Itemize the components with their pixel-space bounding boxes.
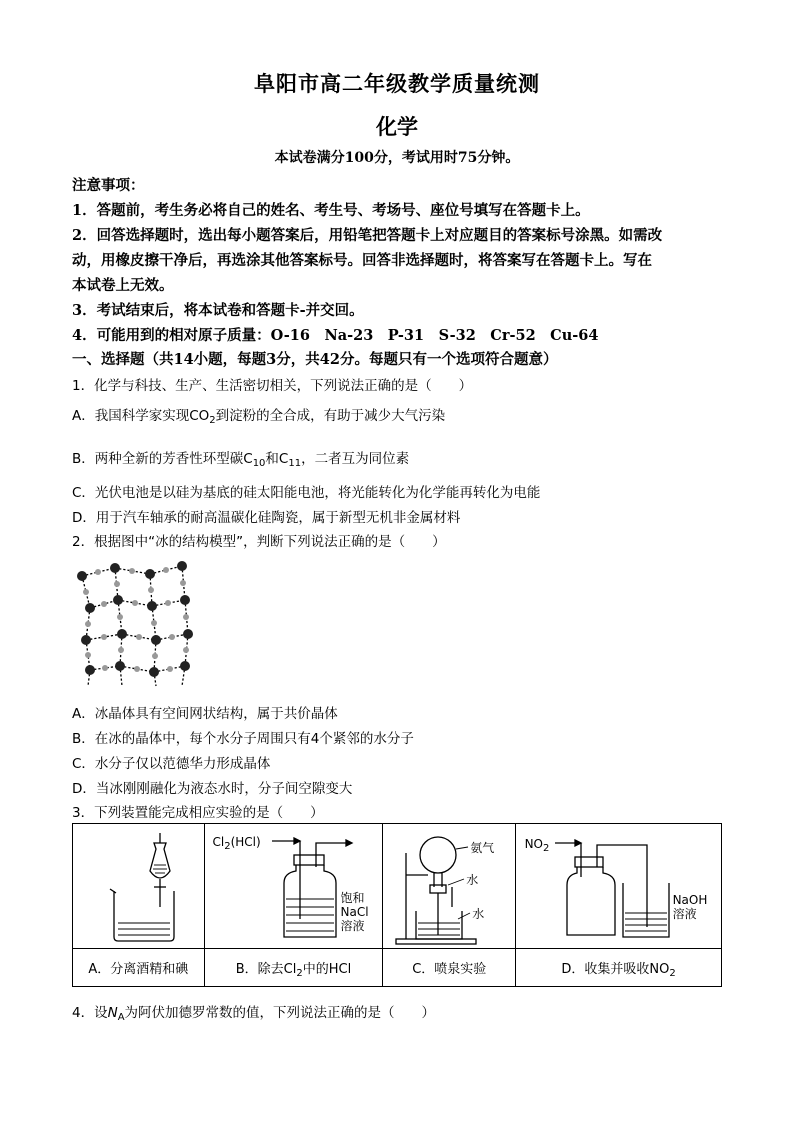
apparatus-d-gas-label: $NO_2$ <box>524 837 550 854</box>
ice-structure-figure <box>70 560 200 690</box>
apparatus-b-gas-label: $Cl_2(HCl)$ <box>212 835 261 852</box>
apparatus-c-water-label-1: 水 <box>466 873 479 887</box>
q1-option-c: C．光伏电池是以硅为基底的硅太阳能电池，将光能转化为化学能再转化为电能 <box>72 485 541 501</box>
q3-apparatus-table <box>72 823 722 987</box>
q2-option-c: C．水分子仅以范德华力形成晶体 <box>72 756 271 772</box>
q2-option-a: A．冰晶体具有空间网状结构，属于共价晶体 <box>72 706 338 722</box>
q1-option-d: D．用于汽车轴承的耐高温碳化硅陶瓷，属于新型无机非金属材料 <box>72 510 461 526</box>
apparatus-c-cell <box>383 824 516 949</box>
caption-c: C．喷泉实验 <box>383 949 516 987</box>
apparatus-d-liquid-label: NaOH 溶液 <box>672 893 708 921</box>
apparatus-c-water-label-2: 水 <box>472 907 485 921</box>
q2-stem: 2．根据图中“冰的结构模型”，判断下列说法正确的是（ ） <box>72 534 446 550</box>
q1-option-b: B．两种全新的芳香性环型碳$C_{10}$和$C_{11}$，二者互为同位素 <box>72 451 410 469</box>
caption-d: D．收集并吸收$NO_2$ <box>516 949 722 987</box>
q1-option-a: A．我国科学家实现$CO_2$到淀粉的全合成，有助于减少大气污染 <box>72 408 446 426</box>
notice-item-1: 1．答题前，考生务必将自己的姓名、考生号、考场号、座位号填写在答题卡上。 <box>72 202 590 219</box>
collect-absorb-figure <box>519 827 719 945</box>
notice-item-3: 3．考试结束后，将本试卷和答题卡-并交回。 <box>72 302 364 319</box>
exam-title: 阜阳市高二年级教学质量统测 <box>254 71 540 96</box>
notice-item-2-cont: 动，用橡皮擦干净后，再选涂其他答案标号。回答非选择题时，将答案写在答题卡上。写在 <box>72 252 652 269</box>
notice-heading: 注意事项： <box>72 177 145 194</box>
separatory-funnel-figure <box>78 827 198 945</box>
apparatus-c-gas-label: 氨气 <box>470 841 495 855</box>
apparatus-b-cell <box>204 824 383 949</box>
q2-option-b: B．在冰的晶体中，每个水分子周围只有4个紧邻的水分子 <box>72 731 414 747</box>
notice-item-4: 4．可能用到的相对原子质量：O-16 Na-23 P-31 S-32 Cr-52 Cu-64 <box>72 327 599 344</box>
caption-a: A．分离酒精和碘 <box>73 949 205 987</box>
apparatus-a-cell <box>73 824 205 949</box>
q4-stem: 4．设$N_A$为阿伏加德罗常数的值，下列说法正确的是（ ） <box>72 1005 436 1023</box>
caption-b: B．除去$Cl_2$中的HCl <box>204 949 383 987</box>
subject-title: 化学 <box>376 114 418 139</box>
q2-option-d: D．当冰刚刚融化为液态水时，分子间空隙变大 <box>72 781 353 797</box>
exam-info: 本试卷满分100分，考试用时75分钟。 <box>274 150 520 166</box>
q1-stem: 1．化学与科技、生产、生活密切相关，下列说法正确的是（ ） <box>72 378 473 394</box>
apparatus-b-liquid-label: 饱和 NaCl 溶液 <box>340 891 369 933</box>
apparatus-d-cell <box>516 824 722 949</box>
notice-item-2: 2．回答选择题时，选出每小题答案后，用铅笔把答题卡上对应题目的答案标号涂黑。如需改 <box>72 227 663 244</box>
q3-stem: 3．下列装置能完成相应实验的是（ ） <box>72 805 324 821</box>
section-heading: 一、选择题（共14小题，每题3分，共42分。每题只有一个选项符合题意） <box>72 351 558 368</box>
notice-item-2-end: 本试卷上无效。 <box>72 277 174 294</box>
